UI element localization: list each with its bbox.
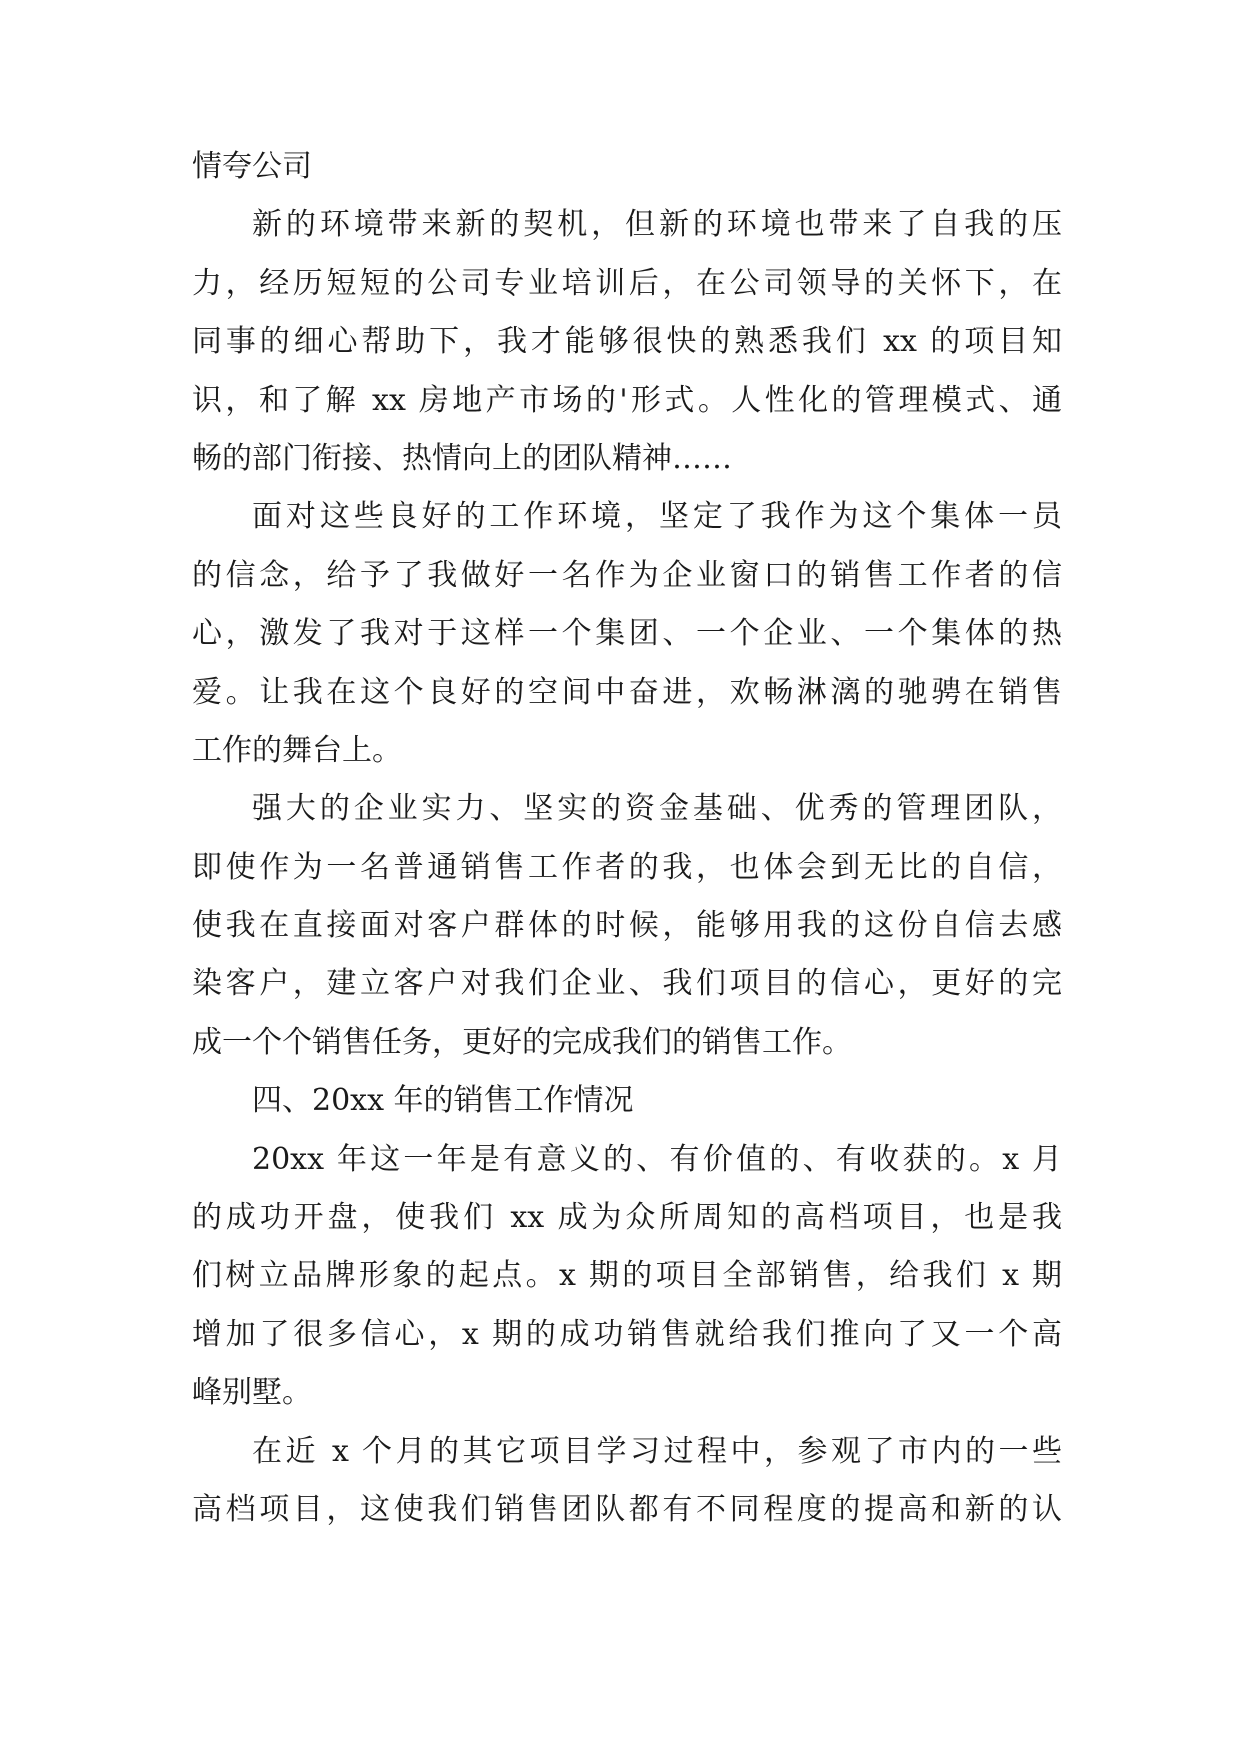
text-line: 使我在直接面对客户群体的时候，能够用我的这份自信去感: [192, 908, 1062, 944]
paragraph-first-line: 面对这些良好的工作环境，坚定了我作为这个集体一员: [252, 499, 1062, 535]
text-line: 同事的细心帮助下，我才能够很快的熟悉我们 xx 的项目知: [192, 324, 1062, 360]
text-line: 的成功开盘，使我们 xx 成为众所周知的高档项目，也是我: [192, 1200, 1062, 1236]
text-line: 的信念，给予了我做好一名作为企业窗口的销售工作者的信: [192, 557, 1062, 593]
paragraph-first-line: 20xx 年这一年是有意义的、有价值的、有收获的。x 月: [252, 1141, 1062, 1177]
text-line: 染客户，建立客户对我们企业、我们项目的信心，更好的完: [192, 966, 1062, 1002]
text-line: 情夸公司: [192, 149, 312, 184]
text-line: 工作的舞台上。: [192, 732, 402, 768]
text-line: 们树立品牌形象的起点。x 期的项目全部销售，给我们 x 期: [192, 1258, 1062, 1294]
paragraph-first-line: 强大的企业实力、坚实的资金基础、优秀的管理团队，: [252, 791, 1062, 827]
section-heading: 四、20xx 年的销售工作情况: [252, 1083, 634, 1119]
text-line: 即使作为一名普通销售工作者的我，也体会到无比的自信，: [192, 849, 1062, 885]
text-line: 高档项目，这使我们销售团队都有不同程度的提高和新的认: [192, 1491, 1062, 1527]
text-line: 心，激发了我对于这样一个集团、一个企业、一个集体的热: [192, 616, 1062, 652]
text-line: 爱。让我在这个良好的空间中奋进，欢畅淋漓的驰骋在销售: [192, 674, 1062, 710]
paragraph-first-line: 新的环境带来新的契机，但新的环境也带来了自我的压: [252, 207, 1062, 243]
document-body: [192, 149, 1062, 1553]
text-line: 增加了很多信心，x 期的成功销售就给我们推向了又一个高: [192, 1316, 1062, 1352]
paragraph-first-line: 在近 x 个月的其它项目学习过程中，参观了市内的一些: [252, 1433, 1062, 1469]
text-line: 识，和了解 xx 房地产市场的'形式。人性化的管理模式、通: [192, 382, 1062, 418]
text-line: 力，经历短短的公司专业培训后，在公司领导的关怀下，在: [192, 265, 1062, 301]
text-line: 峰别墅。: [192, 1375, 312, 1411]
text-line: 畅的部门衔接、热情向上的团队精神……: [192, 440, 732, 476]
text-line: 成一个个销售任务，更好的完成我们的销售工作。: [192, 1024, 852, 1060]
